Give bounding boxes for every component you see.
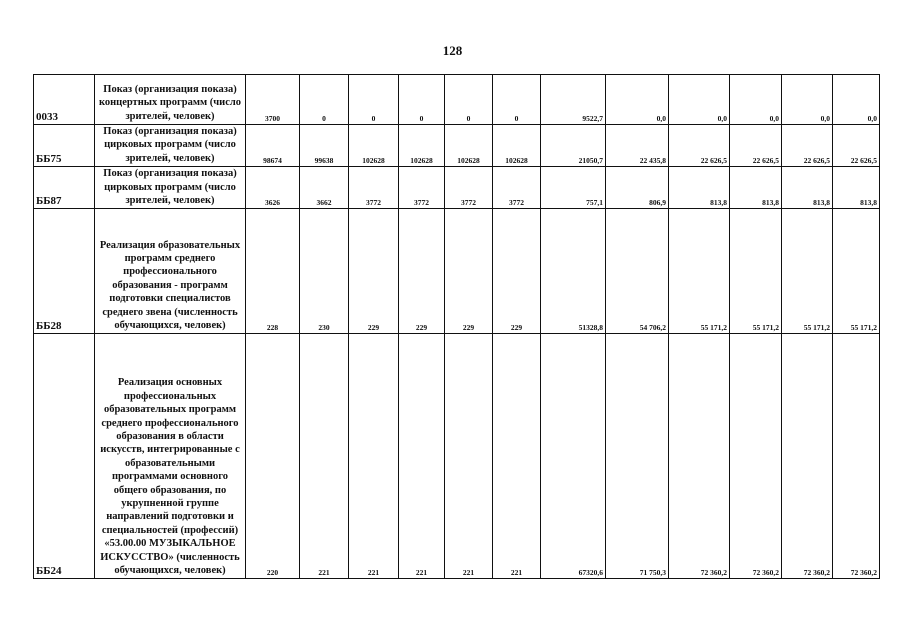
page-number: 128 [442, 43, 463, 58]
row-code: ББ24 [34, 334, 95, 579]
value-cell: 3626 [246, 167, 300, 209]
value-cell: 3700 [246, 75, 300, 125]
table-row [34, 167, 880, 209]
value-cell: 228 [246, 209, 300, 334]
value-cell: 99638 [300, 125, 349, 167]
value-cell: 229 [445, 209, 493, 334]
value-cell: 221 [349, 334, 399, 579]
value-cell: 55 171,2 [730, 209, 782, 334]
value-cell: 221 [300, 334, 349, 579]
budget-table [33, 74, 880, 579]
value-cell: 0,0 [669, 75, 730, 125]
value-cell: 55 171,2 [833, 209, 880, 334]
value-cell: 229 [399, 209, 445, 334]
value-cell: 3772 [399, 167, 445, 209]
value-cell: 757,1 [541, 167, 606, 209]
row-code: ББ28 [34, 209, 95, 334]
value-cell: 221 [493, 334, 541, 579]
row-code: 0033 [34, 75, 95, 125]
value-cell: 54 706,2 [606, 209, 669, 334]
value-cell: 221 [445, 334, 493, 579]
value-cell: 22 626,5 [669, 125, 730, 167]
value-cell: 0 [300, 75, 349, 125]
value-cell: 221 [399, 334, 445, 579]
row-description: Показ (организация показа) цирковых программ (число зрителей, человек) [95, 125, 246, 167]
row-description: Реализация основных профессиональных образовательных программ среднего профессионального образования в области искусств, интегрированные с образовательными программами основного общего образования, по укрупненной группе направлений подготовки и специальностей (профессий) «53.00.00 МУЗЫКАЛЬНОЕ ИСКУССТВО» (численность обучающихся, человек) [95, 334, 246, 579]
value-cell: 0 [445, 75, 493, 125]
value-cell: 55 171,2 [669, 209, 730, 334]
value-cell: 0 [493, 75, 541, 125]
value-cell: 71 750,3 [606, 334, 669, 579]
value-cell: 229 [493, 209, 541, 334]
value-cell: 55 171,2 [782, 209, 833, 334]
table-row [34, 209, 880, 334]
table-body [34, 75, 880, 579]
value-cell: 806,9 [606, 167, 669, 209]
value-cell: 3662 [300, 167, 349, 209]
value-cell: 22 626,5 [833, 125, 880, 167]
row-description: Показ (организация показа) концертных программ (число зрителей, человек) [95, 75, 246, 125]
value-cell: 220 [246, 334, 300, 579]
value-cell: 67320,6 [541, 334, 606, 579]
value-cell: 72 360,2 [782, 334, 833, 579]
value-cell: 813,8 [669, 167, 730, 209]
value-cell: 0 [399, 75, 445, 125]
value-cell: 9522,7 [541, 75, 606, 125]
value-cell: 230 [300, 209, 349, 334]
value-cell: 102628 [493, 125, 541, 167]
value-cell: 0,0 [730, 75, 782, 125]
value-cell: 22 626,5 [730, 125, 782, 167]
row-description: Показ (организация показа) цирковых программ (число зрителей, человек) [95, 167, 246, 209]
value-cell: 3772 [493, 167, 541, 209]
value-cell: 22 626,5 [782, 125, 833, 167]
value-cell: 3772 [349, 167, 399, 209]
table-row [34, 125, 880, 167]
value-cell: 0,0 [606, 75, 669, 125]
value-cell: 72 360,2 [669, 334, 730, 579]
value-cell: 102628 [349, 125, 399, 167]
value-cell: 0 [349, 75, 399, 125]
value-cell: 21050,7 [541, 125, 606, 167]
row-code: ББ87 [34, 167, 95, 209]
value-cell: 22 435,8 [606, 125, 669, 167]
value-cell: 0,0 [782, 75, 833, 125]
value-cell: 72 360,2 [730, 334, 782, 579]
value-cell: 72 360,2 [833, 334, 880, 579]
value-cell: 98674 [246, 125, 300, 167]
value-cell: 102628 [399, 125, 445, 167]
value-cell: 0,0 [833, 75, 880, 125]
value-cell: 813,8 [833, 167, 880, 209]
table-row [34, 75, 880, 125]
row-description: Реализация образовательных программ среднего профессионального образования - программ подготовки специалистов среднего звена (численность обучающихся, человек) [95, 209, 246, 334]
row-code: ББ75 [34, 125, 95, 167]
value-cell: 51328,8 [541, 209, 606, 334]
table-row [34, 334, 880, 579]
value-cell: 3772 [445, 167, 493, 209]
value-cell: 102628 [445, 125, 493, 167]
value-cell: 229 [349, 209, 399, 334]
value-cell: 813,8 [782, 167, 833, 209]
value-cell: 813,8 [730, 167, 782, 209]
